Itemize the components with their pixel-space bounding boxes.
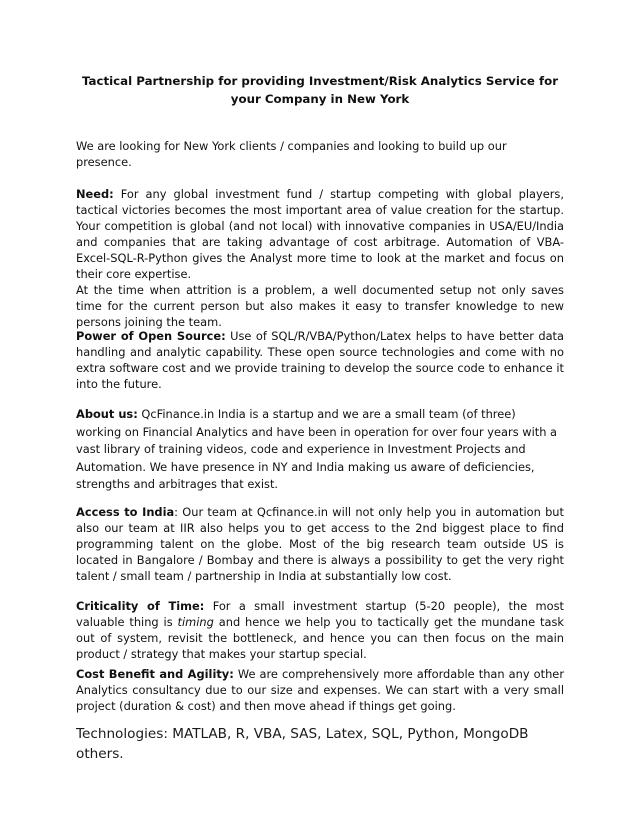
need-paragraph [76, 186, 564, 330]
cost-paragraph [76, 666, 564, 714]
cost-heading: Cost Benefit and Agility: [76, 667, 234, 681]
technologies-line: Technologies: MATLAB, R, VBA, SAS, Latex, SQL, Python, MongoDB others. [76, 726, 529, 762]
access-paragraph [76, 504, 564, 584]
title-line-1: Tactical Partnership for providing Investment/Risk Analytics Service for [81, 74, 559, 88]
need-text-2: At the time when attrition is a problem, a well documented setup not only saves time for the current person but also makes it easy to transfer knowledge to new persons joining the team. [76, 283, 564, 329]
title-line-2: your Company in New York [230, 92, 410, 106]
document-title [80, 72, 560, 108]
cost-text: We are comprehensively more affordable than any other Analytics consultancy due to our size and expenses. We can start with a very small project (duration & cost) and then move ahead if things get going. [76, 667, 564, 713]
need-heading: Need: [76, 187, 114, 201]
about-heading: About us: [76, 407, 138, 421]
open-source-heading: Power of Open Source: [76, 329, 226, 343]
time-text-before: For a small investment startup (5-20 people), the most valuable thing is [76, 599, 564, 629]
about-text: QcFinance.in India is a startup and we are a small team (of three) working on Financial Analytics and have been in operation for over four years with a vast library of training videos, code and experience in Investment Projects and Automation. We have presence in NY and India making us aware of deficiencies, strengths and arbitrages that exist. [76, 407, 558, 491]
time-paragraph [76, 598, 564, 662]
access-heading: Access to India [76, 505, 175, 519]
open-source-paragraph [76, 328, 564, 392]
time-emphasis: timing [177, 615, 214, 629]
about-paragraph [76, 406, 564, 494]
time-heading: Criticality of Time: [76, 599, 205, 613]
open-source-text: Use of SQL/R/VBA/Python/Latex helps to have better data handling and analytic capability. These open source technologies and come with no extra software cost and we provide training to develop the source code to enhance it into the future. [76, 329, 564, 391]
access-text: : Our team at Qcfinance.in will not only help you in automation but also our team at IIR also helps you to get access to the 2nd biggest place to find programming talent on the globe. Most of the big research team outside US is located in Bangalore / Bombay and there is always a possibility to get the very right talent / small team / partnership in India at substantially low cost. [76, 505, 564, 583]
need-text: For any global investment fund / startup competing with global players, tactical victories becomes the most important area of value creation for the startup. Your competition is global (and not local) with innovative companies in USA/EU/India and companies that are taking advantage of cost arbitrage. Automation of VBA-Excel-SQL-R-Python gives the Analyst more time to look at the market and focus on their core expertise. [76, 187, 564, 281]
intro-paragraph: We are looking for New York clients / companies and looking to build up our presence. [76, 139, 507, 169]
time-text-after: and hence we help you to tactically get the mundane task out of system, revisit the bottleneck, and hence you can then focus on the main product / strategy that makes your startup special. [76, 615, 564, 661]
